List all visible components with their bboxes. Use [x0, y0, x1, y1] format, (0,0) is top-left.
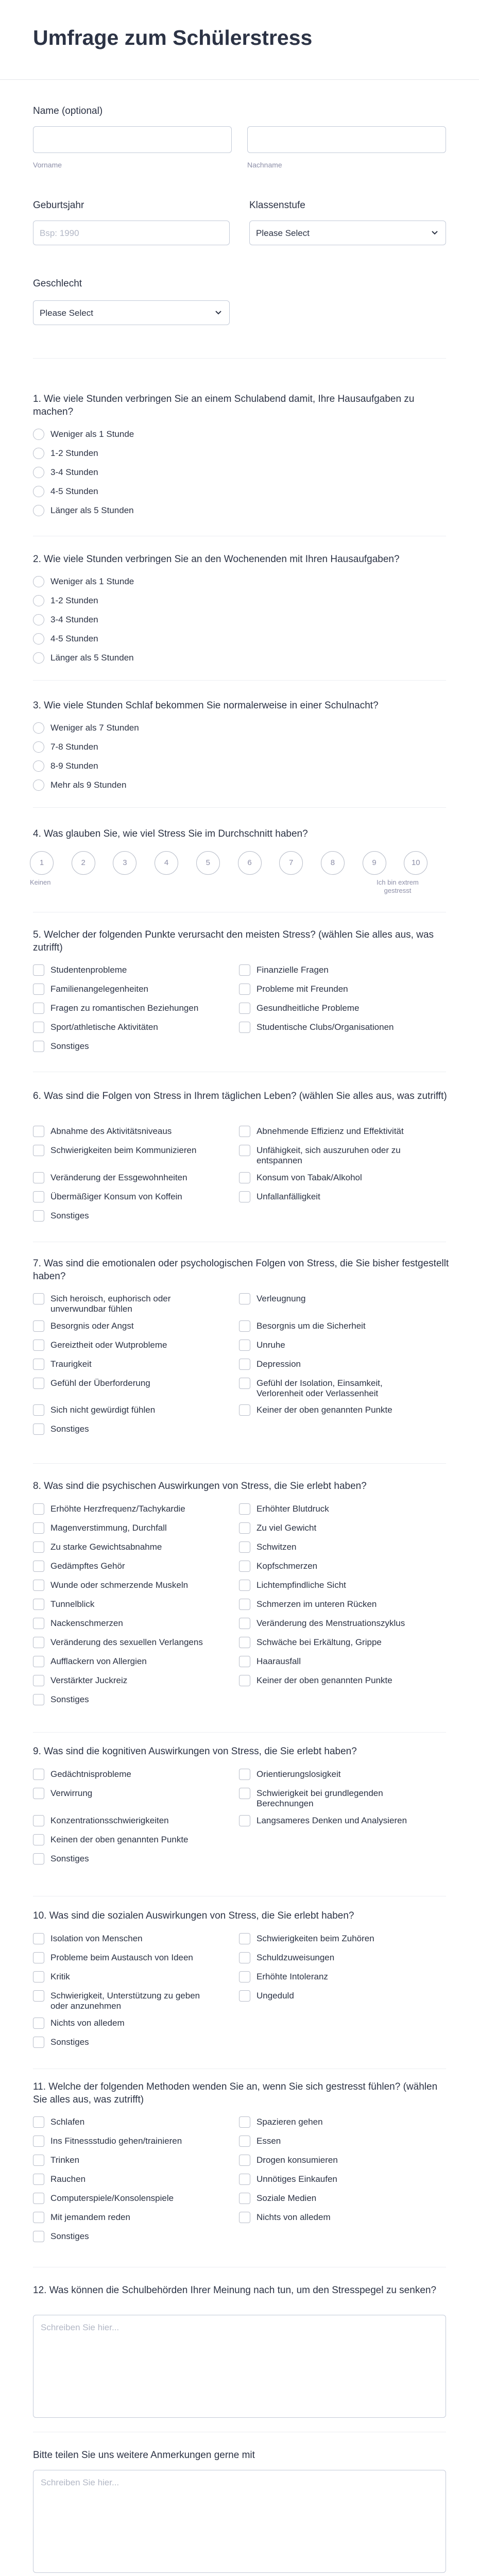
checkbox-option-label: Rauchen [50, 2174, 86, 2184]
gender-select-value: Please Select [40, 308, 93, 318]
gender-select[interactable] [33, 300, 230, 325]
radio-option-label: Mehr als 9 Stunden [50, 780, 127, 790]
birth-year-input[interactable] [33, 221, 230, 245]
checkbox-option-label: Zu starke Gewichtsabnahme [50, 1542, 162, 1552]
question-8: 8. Was sind die psychischen Auswirkungen von Stress, die Sie erlebt haben? [33, 1481, 367, 1492]
scale-option[interactable] [113, 851, 136, 875]
checkbox-option-label: Schwierigkeiten beim Kommunizieren [50, 1145, 197, 1155]
scale-option-number: 7 [289, 858, 294, 867]
checkbox[interactable] [239, 1788, 250, 1799]
checkbox[interactable] [33, 1378, 44, 1389]
checkbox-option-label: Ungeduld [256, 1991, 294, 2001]
checkbox-option-label: Besorgnis um die Sicherheit [256, 1321, 366, 1331]
scale-option[interactable] [72, 851, 95, 875]
checkbox-option-label: Tunnelblick [50, 1599, 95, 1609]
checkbox-option-label: Depression [256, 1359, 301, 1369]
checkbox[interactable] [33, 1022, 44, 1033]
checkbox[interactable] [239, 2212, 250, 2223]
checkbox[interactable] [239, 1656, 250, 1667]
birth-year-label: Geburtsjahr [33, 200, 84, 211]
checkbox-option-label: Sonstiges [50, 1041, 89, 1051]
checkbox-option-label: Haarausfall [256, 1656, 301, 1666]
checkbox[interactable] [239, 1126, 250, 1137]
checkbox-option-label: Keiner der oben genannten Punkte [256, 1405, 392, 1415]
question-10: 10. Was sind die sozialen Auswirkungen von Stress, die Sie erlebt haben? [33, 1910, 354, 1921]
checkbox[interactable] [33, 2174, 44, 2185]
radio-button[interactable] [33, 505, 44, 516]
checkbox[interactable] [33, 1172, 44, 1183]
question-5: 5. Welcher der folgenden Punkte verursacht den meisten Stress? (wählen Sie alles aus, was zutrifft) [33, 929, 434, 953]
scale-option-number: 10 [411, 858, 420, 867]
checkbox[interactable] [33, 1637, 44, 1648]
checkbox[interactable] [33, 1853, 44, 1865]
radio-option-label: 4-5 Stunden [50, 634, 98, 643]
checkbox-option-label: Studentenprobleme [50, 965, 127, 975]
question-12: 12. Was können die Schulbehörden Ihrer Meinung nach tun, um den Stresspegel zu senken? [33, 2285, 437, 2296]
radio-button[interactable] [33, 614, 44, 625]
radio-button[interactable] [33, 741, 44, 753]
checkbox[interactable] [33, 1656, 44, 1667]
checkbox[interactable] [33, 1990, 44, 2002]
checkbox-option-label: Sonstiges [50, 1211, 89, 1221]
form-title: Umfrage zum Schülerstress [33, 26, 313, 49]
radio-option-label: 3-4 Stunden [50, 615, 98, 624]
checkbox[interactable] [239, 1580, 250, 1591]
checkbox[interactable] [239, 1172, 250, 1183]
checkbox[interactable] [33, 1191, 44, 1202]
section-divider [33, 358, 446, 359]
checkbox[interactable] [239, 1933, 250, 1944]
checkbox[interactable] [33, 2155, 44, 2166]
checkbox-option-label: Übermäßiger Konsum von Koffein [50, 1192, 182, 1201]
radio-option-label: 1-2 Stunden [50, 448, 98, 458]
radio-option-label: Weniger als 7 Stunden [50, 723, 139, 733]
checkbox-option-label: Drogen konsumieren [256, 2155, 338, 2165]
checkbox-option-label: Schwäche bei Erkältung, Grippe [256, 1637, 382, 1647]
checkbox[interactable] [33, 2231, 44, 2242]
section-divider [33, 807, 446, 808]
checkbox[interactable] [33, 2037, 44, 2048]
scale-option[interactable] [279, 851, 303, 875]
radio-button[interactable] [33, 633, 44, 645]
checkbox[interactable] [33, 1971, 44, 1982]
checkbox-option-label: Schwierigkeit, Unterstützung zu geben [50, 1991, 200, 2001]
checkbox[interactable] [239, 1990, 250, 2002]
checkbox-option-label: Aufflackern von Allergien [50, 1656, 147, 1666]
radio-option-label: Länger als 5 Stunden [50, 505, 134, 515]
checkbox[interactable] [239, 1675, 250, 1686]
checkbox-option-label: Probleme mit Freunden [256, 984, 348, 994]
checkbox-option-label: Gesundheitliche Probleme [256, 1003, 360, 1013]
question-3: 3. Wie viele Stunden Schlaf bekommen Sie normalerweise in einer Schulnacht? [33, 700, 379, 711]
checkbox[interactable] [239, 1340, 250, 1351]
question-12-textarea[interactable] [33, 2315, 446, 2418]
checkbox[interactable] [33, 1145, 44, 1156]
checkbox-option-label: Berechnungen [256, 1799, 314, 1808]
radio-option-label: 3-4 Stunden [50, 467, 98, 477]
checkbox-option-label: Nichts von alledem [50, 2018, 125, 2028]
checkbox-option-label: Veränderung des Menstruationszyklus [256, 1618, 405, 1628]
radio-option-label: Weniger als 1 Stunde [50, 577, 134, 586]
checkbox[interactable] [33, 1561, 44, 1572]
checkbox-option-label: Unfähigkeit, sich auszuruhen oder zu [256, 1145, 401, 1155]
question-7: 7. Was sind die emotionalen oder psychologischen Folgen von Stress, die Sie bisher festgestellt haben? [33, 1258, 449, 1282]
checkbox-option-label: Gefühl der Isolation, Einsamkeit, [256, 1378, 383, 1388]
checkbox[interactable] [239, 1599, 250, 1610]
scale-option-number: 4 [164, 858, 169, 867]
radio-option-label: Weniger als 1 Stunde [50, 429, 134, 439]
checkbox[interactable] [33, 964, 44, 976]
question-13: Bitte teilen Sie uns weitere Anmerkungen gerne mit [33, 2450, 255, 2461]
checkbox-option-label: Soziale Medien [256, 2193, 317, 2203]
checkbox[interactable] [239, 2193, 250, 2204]
chevron-down-icon [215, 309, 222, 316]
last-name-sublabel: Nachname [247, 161, 282, 169]
checkbox-option-label: Kritik [50, 1972, 70, 1981]
checkbox[interactable] [239, 1003, 250, 1014]
radio-button[interactable] [33, 486, 44, 497]
radio-button[interactable] [33, 448, 44, 459]
checkbox[interactable] [33, 1933, 44, 1944]
scale-high-label [371, 878, 424, 895]
checkbox[interactable] [33, 2193, 44, 2204]
checkbox-option-label: Konzentrationsschwierigkeiten [50, 1816, 169, 1825]
checkbox-option-label: Lichtempfindliche Sicht [256, 1580, 346, 1590]
checkbox-option-label: Sonstiges [50, 1694, 89, 1704]
checkbox-option-label: Sich heroisch, euphorisch oder [50, 1294, 171, 1303]
checkbox-option-label: Verstärkter Juckreiz [50, 1675, 128, 1685]
checkbox-option-label: unverwundbar fühlen [50, 1304, 132, 1314]
scale-option-number: 8 [330, 858, 335, 867]
grade-select-value: Please Select [256, 228, 310, 238]
radio-option-label: Länger als 5 Stunden [50, 653, 134, 663]
checkbox-option-label: Gereiztheit oder Wutprobleme [50, 1340, 167, 1350]
checkbox[interactable] [33, 1340, 44, 1351]
checkbox[interactable] [239, 1815, 250, 1826]
checkbox-option-label: Sonstiges [50, 2037, 89, 2047]
checkbox-option-label: Studentische Clubs/Organisationen [256, 1022, 394, 1032]
checkbox-option-label: Verwirrung [50, 1788, 93, 1798]
checkbox-option-label: Keinen der oben genannten Punkte [50, 1835, 189, 1844]
question-13-textarea[interactable] [33, 2470, 446, 2573]
checkbox[interactable] [239, 1359, 250, 1370]
checkbox-option-label: Schwierigkeit bei grundlegenden [256, 1788, 383, 1798]
checkbox[interactable] [239, 1637, 250, 1648]
first-name-input[interactable] [33, 126, 232, 153]
checkbox[interactable] [33, 984, 44, 995]
checkbox[interactable] [33, 1320, 44, 1332]
scale-option-number: 1 [39, 858, 44, 867]
birth-year-placeholder: Bsp: 1990 [40, 228, 79, 238]
checkbox[interactable] [239, 984, 250, 995]
scale-option[interactable] [238, 851, 262, 875]
radio-button[interactable] [33, 722, 44, 734]
checkbox-option-label: Veränderung der Essgewohnheiten [50, 1173, 187, 1182]
question-2: 2. Wie viele Stunden verbringen Sie an den Wochenenden mit Ihren Hausaufgaben? [33, 554, 400, 565]
checkbox[interactable] [239, 1145, 250, 1156]
checkbox-option-label: Isolation von Menschen [50, 1934, 143, 1943]
checkbox-option-label: Verleugnung [256, 1294, 306, 1303]
checkbox[interactable] [239, 1320, 250, 1332]
scale-option[interactable] [404, 851, 427, 875]
checkbox[interactable] [33, 1952, 44, 1963]
checkbox[interactable] [33, 1359, 44, 1370]
checkbox-option-label: Veränderung des sexuellen Verlangens [50, 1637, 203, 1647]
scale-option-number: 6 [247, 858, 252, 867]
checkbox-option-label: Abnahme des Aktivitätsniveaus [50, 1126, 172, 1136]
radio-option-label: 1-2 Stunden [50, 596, 98, 605]
checkbox-option-label: Verlorenheit oder Verlassenheit [256, 1388, 379, 1398]
checkbox-option-label: Mit jemandem reden [50, 2212, 130, 2222]
checkbox-option-label: Wunde oder schmerzende Muskeln [50, 1580, 189, 1590]
chevron-down-icon [431, 229, 438, 236]
checkbox-option-label: Gedämpftes Gehör [50, 1561, 125, 1571]
checkbox-option-label: entspannen [256, 1156, 302, 1165]
checkbox[interactable] [33, 1815, 44, 1826]
checkbox-option-label: Zu viel Gewicht [256, 1523, 317, 1533]
checkbox[interactable] [33, 1423, 44, 1435]
scale-option[interactable] [155, 851, 178, 875]
checkbox-option-label: Erhöhter Blutdruck [256, 1504, 329, 1514]
section-divider [33, 1732, 446, 1733]
checkbox[interactable] [239, 1971, 250, 1982]
checkbox-option-label: Sich nicht gewürdigt fühlen [50, 1405, 156, 1415]
checkbox-option-label: Unnötiges Einkaufen [256, 2174, 337, 2184]
form-header [0, 0, 479, 80]
checkbox[interactable] [33, 1293, 44, 1304]
checkbox-option-label: Gefühl der Überforderung [50, 1378, 150, 1388]
checkbox-option-label: Sonstiges [50, 1854, 89, 1863]
question-4: 4. Was glauben Sie, wie viel Stress Sie im Durchschnitt haben? [33, 828, 308, 839]
checkbox-option-label: Nackenschmerzen [50, 1618, 123, 1628]
scale-option[interactable] [321, 851, 345, 875]
section-divider [33, 1463, 446, 1464]
checkbox-option-label: Fragen zu romantischen Beziehungen [50, 1003, 199, 1013]
checkbox-option-label: Orientierungslosigkeit [256, 1769, 341, 1779]
radio-button[interactable] [33, 595, 44, 606]
checkbox-option-label: Sonstiges [50, 2231, 89, 2241]
checkbox-option-label: Unruhe [256, 1340, 285, 1350]
checkbox-option-label: Essen [256, 2136, 281, 2146]
checkbox[interactable] [33, 1834, 44, 1845]
checkbox[interactable] [33, 2018, 44, 2029]
checkbox[interactable] [33, 1210, 44, 1222]
checkbox[interactable] [33, 1041, 44, 1052]
checkbox[interactable] [239, 1769, 250, 1780]
checkbox-option-label: Familienangelegenheiten [50, 984, 148, 994]
checkbox[interactable] [239, 2136, 250, 2147]
checkbox-option-label: Abnehmende Effizienz und Effektivität [256, 1126, 404, 1136]
radio-button[interactable] [33, 576, 44, 587]
scale-option-number: 5 [206, 858, 210, 867]
radio-button[interactable] [33, 429, 44, 440]
checkbox[interactable] [33, 1522, 44, 1534]
last-name-input[interactable] [247, 126, 446, 153]
checkbox[interactable] [33, 1580, 44, 1591]
checkbox[interactable] [239, 1522, 250, 1534]
checkbox[interactable] [33, 2212, 44, 2223]
radio-option-label: 4-5 Stunden [50, 486, 98, 496]
checkbox[interactable] [239, 2174, 250, 2185]
checkbox[interactable] [239, 1503, 250, 1515]
checkbox-option-label: Keiner der oben genannten Punkte [256, 1675, 392, 1685]
checkbox-option-label: Probleme beim Austausch von Ideen [50, 1953, 193, 1962]
radio-option-label: 7-8 Stunden [50, 742, 98, 752]
checkbox-option-label: Schwierigkeiten beim Zuhören [256, 1934, 374, 1943]
section-divider [33, 680, 446, 681]
checkbox-option-label: Erhöhte Herzfrequenz/Tachykardie [50, 1504, 185, 1514]
checkbox-option-label: Konsum von Tabak/Alkohol [256, 1173, 362, 1182]
checkbox[interactable] [33, 1599, 44, 1610]
question-11: 11. Welche der folgenden Methoden wenden Sie an, wenn Sie sich gestresst fühlen? (wählen Sie alles aus, was zutrifft) [33, 2081, 438, 2105]
first-name-sublabel: Vorname [33, 161, 62, 169]
question-12-placeholder: Schreiben Sie hier... [41, 2323, 119, 2332]
checkbox[interactable] [33, 1618, 44, 1629]
checkbox[interactable] [239, 1541, 250, 1553]
checkbox[interactable] [239, 1191, 250, 1202]
checkbox-option-label: Besorgnis oder Angst [50, 1321, 134, 1331]
checkbox-option-label: Magenverstimmung, Durchfall [50, 1523, 167, 1533]
checkbox-option-label: Finanzielle Fragen [256, 965, 329, 975]
scale-option-number: 3 [123, 858, 127, 867]
checkbox-option-label: Kopfschmerzen [256, 1561, 318, 1571]
checkbox[interactable] [239, 1618, 250, 1629]
question-1: 1. Wie viele Stunden verbringen Sie an einem Schulabend damit, Ihre Hausaufgaben zu machen? [33, 394, 415, 417]
gender-label: Geschlecht [33, 278, 82, 289]
checkbox[interactable] [33, 1675, 44, 1686]
grade-select[interactable] [249, 221, 446, 245]
checkbox-option-label: Nichts von alledem [256, 2212, 331, 2222]
checkbox[interactable] [33, 2116, 44, 2128]
checkbox-option-label: Computerspiele/Konsolenspiele [50, 2193, 174, 2203]
checkbox[interactable] [33, 1503, 44, 1515]
checkbox[interactable] [33, 1769, 44, 1780]
checkbox-option-label: oder anzunehmen [50, 2001, 122, 2011]
checkbox[interactable] [239, 2155, 250, 2166]
checkbox[interactable] [239, 1022, 250, 1033]
checkbox-option-label: Gedächtnisprobleme [50, 1769, 131, 1779]
checkbox[interactable] [33, 1694, 44, 1705]
question-13-placeholder: Schreiben Sie hier... [41, 2478, 119, 2487]
radio-button[interactable] [33, 779, 44, 791]
checkbox-option-label: Langsameres Denken und Analysieren [256, 1816, 407, 1825]
name-label: Name (optional) [33, 106, 103, 116]
checkbox-option-label: Sport/athletische Aktivitäten [50, 1022, 158, 1032]
scale-option-number: 2 [81, 858, 85, 867]
checkbox-option-label: Sonstiges [50, 1424, 89, 1434]
checkbox-option-label: Schwitzen [256, 1542, 297, 1552]
scale-option[interactable] [363, 851, 386, 875]
scale-high-label-line-2: gestresst [384, 887, 412, 894]
checkbox[interactable] [239, 1561, 250, 1572]
checkbox[interactable] [239, 1952, 250, 1963]
scale-option[interactable] [196, 851, 220, 875]
checkbox[interactable] [239, 1378, 250, 1389]
checkbox[interactable] [33, 1541, 44, 1553]
radio-button[interactable] [33, 760, 44, 772]
checkbox[interactable] [239, 1293, 250, 1304]
checkbox-option-label: Trinken [50, 2155, 80, 2165]
checkbox-option-label: Ins Fitnessstudio gehen/trainieren [50, 2136, 182, 2146]
checkbox[interactable] [239, 1404, 250, 1416]
scale-low-label: Keinen [30, 878, 51, 886]
scale-high-label-line-1: Ich bin extrem [377, 878, 419, 886]
checkbox-option-label: Schuldzuweisungen [256, 1953, 335, 1962]
checkbox-option-label: Schlafen [50, 2117, 85, 2127]
checkbox-option-label: Spazieren gehen [256, 2117, 323, 2127]
radio-option-label: 8-9 Stunden [50, 761, 98, 771]
grade-label: Klassenstufe [249, 200, 305, 211]
checkbox[interactable] [33, 2136, 44, 2147]
checkbox[interactable] [33, 1126, 44, 1137]
checkbox[interactable] [239, 2116, 250, 2128]
question-6: 6. Was sind die Folgen von Stress in Ihrem täglichen Leben? (wählen Sie alles aus, was zutrifft) [33, 1091, 447, 1101]
scale-option[interactable] [30, 851, 54, 875]
radio-button[interactable] [33, 652, 44, 664]
checkbox[interactable] [33, 1788, 44, 1799]
checkbox-option-label: Erhöhte Intoleranz [256, 1972, 328, 1981]
checkbox-option-label: Schmerzen im unteren Rücken [256, 1599, 377, 1609]
checkbox[interactable] [239, 964, 250, 976]
radio-button[interactable] [33, 467, 44, 478]
checkbox[interactable] [33, 1003, 44, 1014]
checkbox-option-label: Unfallanfälligkeit [256, 1192, 320, 1201]
checkbox-option-label: Traurigkeit [50, 1359, 92, 1369]
question-9: 9. Was sind die kognitiven Auswirkungen von Stress, die Sie erlebt haben? [33, 1746, 357, 1757]
checkbox[interactable] [33, 1404, 44, 1416]
scale-option-number: 9 [372, 858, 377, 867]
